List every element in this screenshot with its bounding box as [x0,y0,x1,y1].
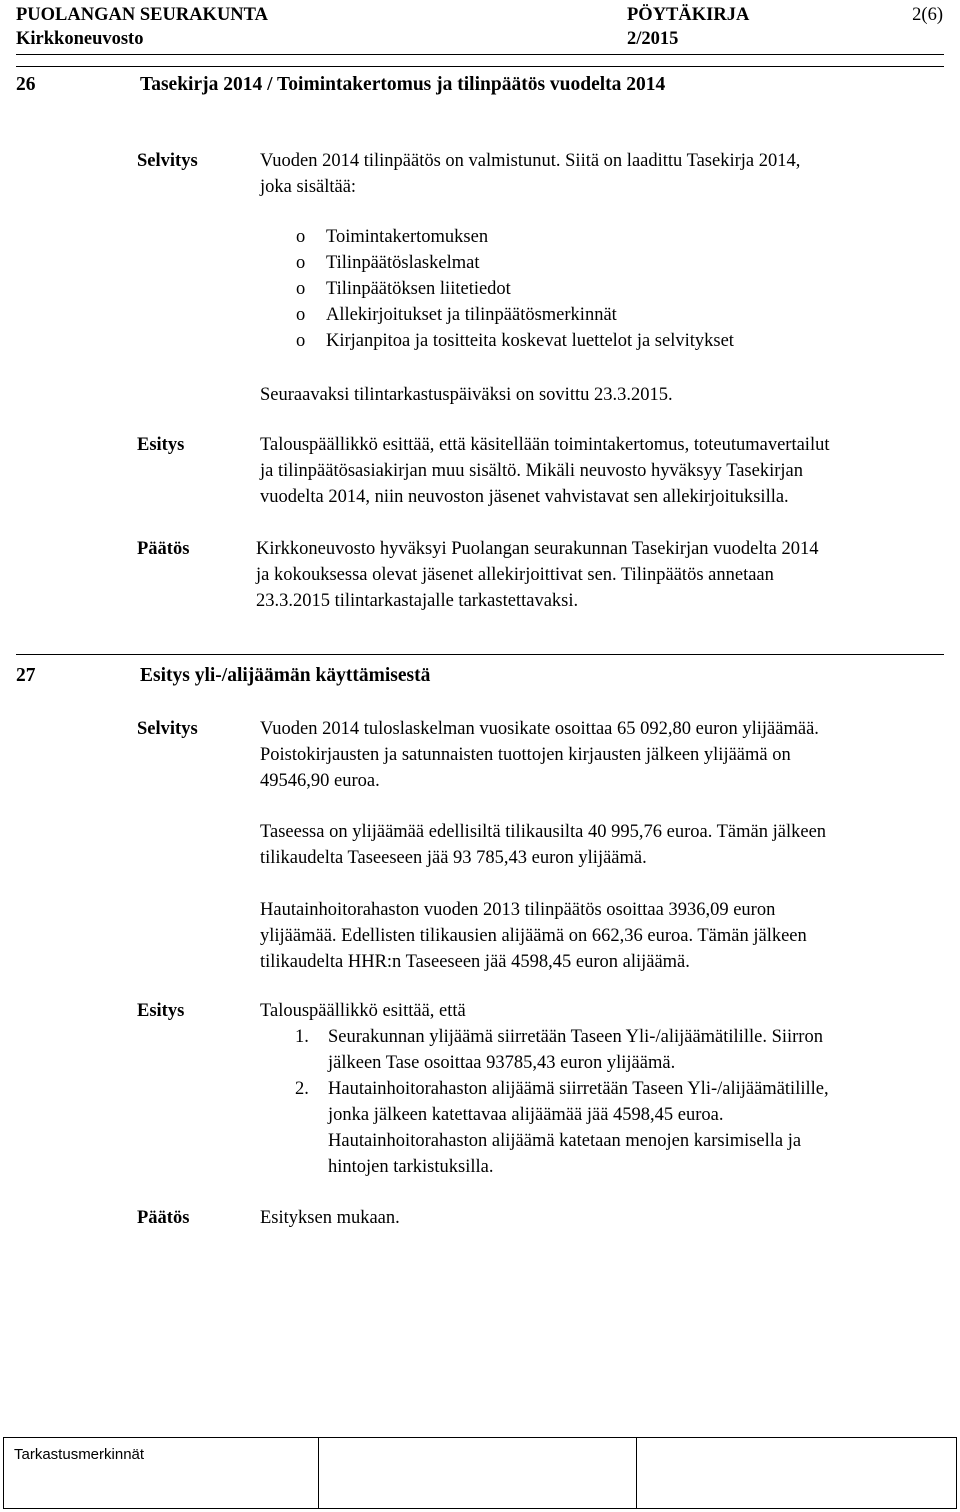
text-line: Hautainhoitorahaston alijäämä siirretään Taseen Yli-/alijäämätilille, [328,1079,829,1099]
bullet-mark: o [296,227,306,247]
section-27-number: 27 [16,665,36,686]
list-item-text: Kirjanpitoa ja tositteita koskevat luettelot ja selvitykset [326,331,734,351]
section-26-esitys-text [260,432,960,510]
text-line: Talouspäällikkö esittää, että käsitellään toimintakertomus, toteutumavertailut [260,435,830,455]
text-line: Kirkkoneuvosto hyväksyi Puolangan seurakunnan Tasekirjan vuodelta 2014 [256,539,819,559]
section-27-proposal-list [295,1024,935,1180]
section-26-paatos-text [256,536,956,614]
section-27-esitys-intro: Talouspäällikkö esittää, että [260,1001,466,1021]
section-26-next-audit-date: Seuraavaksi tilintarkastuspäiväksi on sovittu 23.3.2015. [260,385,673,405]
footer-box [3,1437,957,1509]
section-27-esitys-label: Esitys [137,1001,185,1021]
text-line: Poistokirjausten ja satunnaisten tuottojen kirjausten jälkeen ylijäämä on [260,745,791,765]
list-item [296,276,896,302]
list-item [296,250,896,276]
section-27-paatos-label: Päätös [137,1208,190,1228]
header-org: PUOLANGAN SEURAKUNTA [16,5,268,25]
section-26-number: 26 [16,74,36,95]
header-body: Kirkkoneuvosto [16,29,144,49]
list-item-text: Allekirjoitukset ja tilinpäätösmerkinnät [326,305,617,325]
text-line: joka sisältää: [260,177,357,197]
section-26-paatos-label: Päätös [137,539,190,559]
list-number: 2. [295,1079,309,1099]
section-26-contents-list [296,224,896,354]
footer-label: Tarkastusmerkinnät [14,1446,145,1463]
text-line: ja kokouksessa olevat jäsenet allekirjoittivat sen. Tilinpäätös annetaan [256,565,774,585]
section-27-title [16,663,430,689]
section-27-rule [16,654,944,655]
section-26-esitys-label: Esitys [137,435,185,455]
text-line: hintojen tarkistuksilla. [328,1157,494,1177]
section-27-heading: Esitys yli-/alijäämän käyttämisestä [140,665,431,686]
header-page-number: 2(6) [912,5,943,25]
section-27-selvitys-label: Selvitys [137,719,198,739]
text-line: Taseessa on ylijäämää edellisiltä tilikausilta 40 995,76 euroa. Tämän jälkeen [260,822,827,842]
list-item [295,1024,935,1076]
section-27-selvitys-p1 [260,716,960,794]
section-27-selvitys-p3 [260,897,960,975]
bullet-mark: o [296,253,306,273]
header-doc-number: 2/2015 [627,29,679,49]
text-line: Hautainhoitorahaston alijäämä katetaan menojen karsimisella ja [328,1131,802,1151]
list-item [296,224,896,250]
header-rule [16,54,944,55]
section-26-rule [16,66,944,67]
text-line: ylijäämää. Edellisten tilikausien alijäämä on 662,36 euroa. Tämän jälkeen [260,926,807,946]
text-line: Vuoden 2014 tilinpäätös on valmistunut. Siitä on laadittu Tasekirja 2014, [260,151,801,171]
list-number: 1. [295,1027,309,1047]
text-line: Hautainhoitorahaston vuoden 2013 tilinpäätös osoittaa 3936,09 euron [260,900,776,920]
list-item [296,328,896,354]
footer-divider [318,1437,319,1509]
text-line: Seurakunnan ylijäämä siirretään Taseen Yli-/alijäämätilille. Siirron [328,1027,823,1047]
list-item [296,302,896,328]
section-27-selvitys-p2 [260,819,960,871]
bullet-mark: o [296,331,306,351]
text-line: ja tilinpäätösasiakirjan muu sisältö. Mikäli neuvosto hyväksyy Tasekirjan [260,461,803,481]
section-26-heading: Tasekirja 2014 / Toimintakertomus ja tilinpäätös vuodelta 2014 [140,74,666,95]
text-line: 23.3.2015 tilintarkastajalle tarkastettavaksi. [256,591,579,611]
text-line: Vuoden 2014 tuloslaskelman vuosikate osoittaa 65 092,80 euron ylijäämää. [260,719,819,739]
section-27-paatos-text: Esityksen mukaan. [260,1208,400,1228]
footer-divider [636,1437,637,1509]
text-line: jälkeen Tase osoittaa 93785,43 euron ylijäämä. [328,1053,676,1073]
section-26-selvitys-label: Selvitys [137,151,198,171]
header-doc-type: PÖYTÄKIRJA [627,5,750,25]
section-26-title [16,72,665,98]
text-line: jonka jälkeen katettavaa alijäämää jää 4598,45 euroa. [328,1105,724,1125]
list-item-text: Toimintakertomuksen [326,227,489,247]
bullet-mark: o [296,279,306,299]
list-item [295,1076,935,1180]
text-line: vuodelta 2014, niin neuvoston jäsenet vahvistavat sen allekirjoituksilla. [260,487,789,507]
bullet-mark: o [296,305,306,325]
text-line: 49546,90 euroa. [260,771,380,791]
list-item-text: Tilinpäätöksen liitetiedot [326,279,511,299]
text-line: tilikaudelta HHR:n Taseeseen jää 4598,45 euron alijäämä. [260,952,690,972]
list-item-text: Tilinpäätöslaskelmat [326,253,480,273]
section-26-selvitys-text [260,148,960,200]
text-line: tilikaudelta Taseeseen jää 93 785,43 euron ylijäämä. [260,848,647,868]
